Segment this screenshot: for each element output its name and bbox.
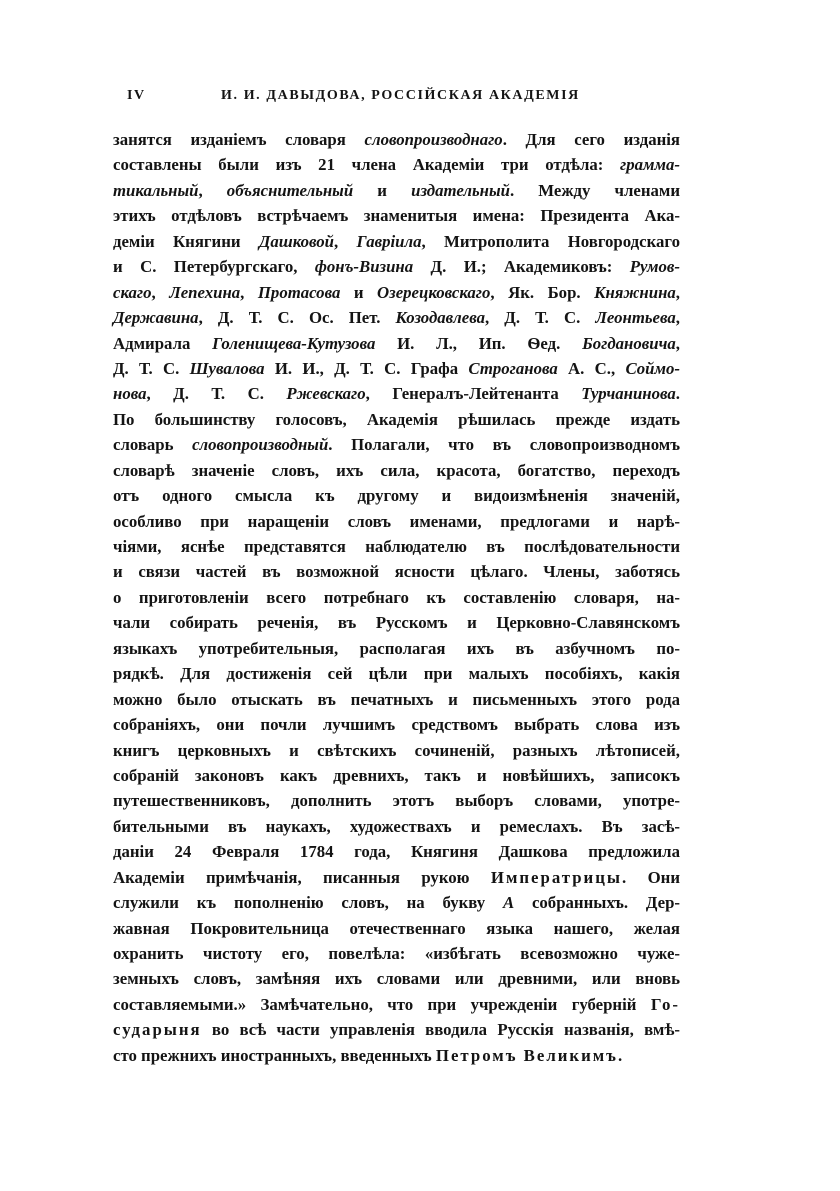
text-line <box>113 916 680 941</box>
text-line <box>113 687 680 712</box>
text-run: , <box>675 333 680 353</box>
italic-run: Турчанинова <box>581 384 676 404</box>
text-run: , Д. Т. С. <box>146 384 287 404</box>
text-line <box>113 203 680 228</box>
italic-run: тикальный <box>113 180 199 200</box>
text-run: о приготовленіи всего потребнаго къ составленію словаря, на- <box>113 587 680 607</box>
text-line <box>113 381 680 406</box>
italic-run: словопроизводнаго <box>364 130 503 149</box>
text-run: . Для сего изданія <box>502 130 680 149</box>
text-run: книгъ церковныхъ и свѣтскихъ сочиненій, разныхъ лѣтописей, <box>113 740 680 760</box>
text-run: чали собирать реченія, въ Русскомъ и Церковно-Славянскомъ <box>113 613 680 633</box>
italic-run: Голенищева-Кутузова <box>212 333 376 353</box>
spaced-run: Императрицы <box>490 867 623 887</box>
text-run: словарь <box>113 435 193 455</box>
text-line <box>113 610 680 635</box>
spaced-run: сударыня <box>113 1020 202 1040</box>
page-number: IV <box>127 88 146 103</box>
text-run: По большинству голосовъ, Академія рѣшилась прежде издать <box>113 409 680 429</box>
text-run: во всѣ части управленія вводила Русскія названія, вмѣ- <box>201 1020 680 1040</box>
italic-run: Богдановича <box>582 333 676 353</box>
italic-run: Строганова <box>468 358 558 378</box>
text-run: И. Л., Ип. Ѳед. <box>375 333 583 353</box>
text-run: словарѣ значеніе словъ, ихъ сила, красота, богатство, переходъ <box>113 460 680 480</box>
text-line <box>113 152 680 177</box>
text-run: охранить чистоту его, повелѣла: «избѣгать всевозможно чуже- <box>113 944 680 963</box>
text-run: собранныхъ. Дер- <box>514 893 681 913</box>
italic-run: Лепехина <box>169 282 241 302</box>
text-line <box>113 127 680 152</box>
text-run: и <box>353 180 412 200</box>
text-run: языкахъ употребительныя, располагая ихъ въ азбучномъ по- <box>113 638 680 658</box>
italic-run: Державина <box>113 308 199 328</box>
italic-run: Протасова <box>257 282 341 302</box>
text-run: путешественниковъ, дополнить этотъ выборъ словами, употре- <box>113 791 680 811</box>
text-run: и <box>340 282 378 302</box>
text-run: , Генералъ-Лейтенанта <box>365 384 582 404</box>
text-line <box>113 254 680 279</box>
text-run: жавная Покровительница отечественнаго языка нашего, желая <box>113 918 680 938</box>
italic-run: нова <box>113 384 147 404</box>
italic-run: Озерецковскаго <box>377 282 491 302</box>
italic-run: словопроизводный <box>192 435 329 455</box>
text-run: , <box>675 282 680 302</box>
text-run: , <box>333 231 357 251</box>
text-line <box>113 407 680 432</box>
text-run: этихъ отдѣловъ встрѣчаемъ знаменитыя имена: Президента Ака- <box>113 206 680 226</box>
text-line <box>113 229 680 254</box>
text-line <box>113 305 680 330</box>
italic-run: Шувалова <box>189 358 265 378</box>
italic-run: Румов- <box>629 257 681 277</box>
text-line <box>113 458 680 483</box>
italic-run: Соймо- <box>625 358 680 378</box>
text-line <box>113 534 680 559</box>
text-run: отъ одного смысла къ другому и видоизмѣненія значеній, <box>113 486 680 506</box>
text-line <box>113 941 680 966</box>
text-run: рядкѣ. Для достиженія сей цѣли при малыхъ пособіяхъ, какія <box>113 664 680 684</box>
text-run: . Они <box>622 867 680 887</box>
italic-run: скаго <box>113 282 152 302</box>
text-run: собраній законовъ какъ древнихъ, такъ и новѣйшихъ, записокъ <box>113 765 680 785</box>
italic-run: Ржевскаго <box>286 384 366 404</box>
italic-run: издательный <box>411 180 510 200</box>
running-title: И. И. ДАВЫДОВА, РОССІЙСКАЯ АКАДЕМІЯ <box>221 88 580 103</box>
italic-run: Гаврiила <box>356 231 422 251</box>
text-line <box>113 280 680 305</box>
text-line <box>113 865 680 890</box>
text-run: Адмирала <box>113 333 213 353</box>
text-run: занятся изданіемъ словаря <box>113 130 365 149</box>
text-line <box>113 585 680 610</box>
text-run: земныхъ словъ, замѣняя ихъ словами или древними, или вновь <box>113 969 680 989</box>
text-run: , Д. Т. С. <box>485 308 596 328</box>
text-run: . Полагали, что въ словопроизводномъ <box>328 435 680 455</box>
text-run: сто прежнихъ иностранныхъ, введенныхъ <box>113 1045 436 1065</box>
text-line <box>113 178 680 203</box>
spaced-run: Го- <box>650 994 680 1014</box>
text-run: , <box>151 282 170 302</box>
text-run: деміи Княгини <box>113 231 259 251</box>
italic-run: Дашковой <box>258 231 334 251</box>
text-run: составлены были изъ 21 члена Академіи три отдѣла: <box>113 155 621 175</box>
text-run: . <box>617 1045 623 1065</box>
text-run: служили къ пополненію словъ, на букву <box>113 893 503 913</box>
text-line <box>113 636 680 661</box>
text-run: особливо при наращеніи словъ именами, предлогами и нарѣ- <box>113 511 680 531</box>
text-line <box>113 738 680 763</box>
text-run: . Между членами <box>509 180 681 200</box>
text-line <box>113 814 680 839</box>
text-line <box>113 356 680 381</box>
text-run: собраніяхъ, они почли лучшимъ средствомъ выбрать слова изъ <box>113 715 680 735</box>
text-line <box>113 763 680 788</box>
text-line <box>113 788 680 813</box>
text-run: Академіи примѣчанія, писанныя рукою <box>113 867 491 887</box>
text-line <box>113 966 680 991</box>
text-line <box>113 992 680 1017</box>
italic-run: объяснительный <box>226 180 354 200</box>
text-run: , Митрополита Новгородскаго <box>421 231 680 251</box>
text-run: составляемыми.» Замѣчательно, что при учрежденіи губерній <box>113 994 651 1014</box>
text-run: и С. Петербургскаго, <box>113 257 315 277</box>
text-run: даніи 24 Февраля 1784 года, Княгиня Дашкова предложила <box>113 842 680 862</box>
text-run: , <box>240 282 258 302</box>
text-run: , <box>198 180 227 200</box>
text-line <box>113 509 680 534</box>
italic-run: фонъ-Визина <box>314 257 414 277</box>
text-run: , Як. Бор. <box>490 282 595 302</box>
spaced-run: Петромъ Великимъ <box>435 1045 618 1065</box>
text-run: и связи частей въ возможной ясности цѣлаго. Члены, заботясь <box>113 562 680 582</box>
italic-run: А <box>502 893 515 913</box>
text-run: Д. И.; Академиковъ: <box>413 257 630 277</box>
text-line <box>113 661 680 686</box>
text-line <box>113 1017 680 1042</box>
text-line <box>113 559 680 584</box>
text-line <box>113 1043 680 1068</box>
italic-run: Княжнина <box>594 282 676 302</box>
text-run: бительными въ наукахъ, художествахъ и ремеслахъ. Въ засѣ- <box>113 816 680 836</box>
body-text <box>113 127 680 1068</box>
text-line <box>113 712 680 737</box>
text-run: , Д. Т. С. Ос. Пет. <box>198 308 396 328</box>
text-run: А. С., <box>557 358 626 378</box>
text-line <box>113 890 680 915</box>
italic-run: Леонтьева <box>595 308 676 328</box>
text-run: чіями, яснѣе представятся наблюдателю въ послѣдовательности <box>113 537 680 556</box>
text-run: . <box>675 384 680 404</box>
text-line <box>113 432 680 457</box>
italic-run: грамма- <box>620 155 680 175</box>
text-run: Д. Т. С. <box>113 358 190 378</box>
text-line <box>113 331 680 356</box>
text-line <box>113 483 680 508</box>
text-line <box>113 839 680 864</box>
running-head <box>113 86 680 108</box>
italic-run: Козодавлева <box>395 308 485 328</box>
text-run: можно было отыскать въ печатныхъ и письменныхъ этого рода <box>113 689 680 709</box>
text-run: И. И., Д. Т. С. Графа <box>264 358 469 378</box>
text-run: , <box>675 308 680 328</box>
